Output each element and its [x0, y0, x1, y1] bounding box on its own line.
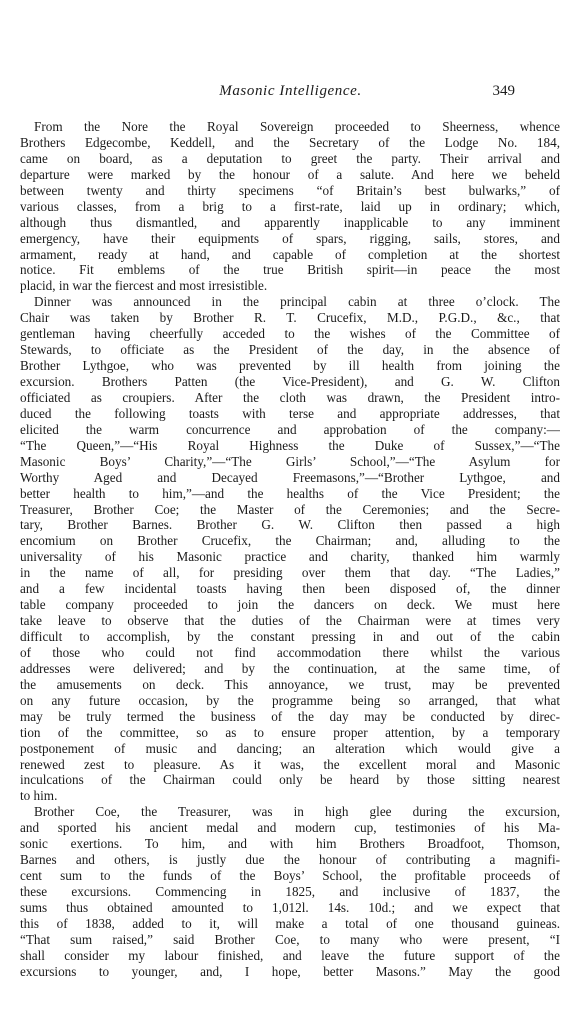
text-line: Brother Lythgoe, who was prevented by ill health from joining the — [20, 358, 560, 374]
running-title: Masonic Intelligence. — [219, 83, 362, 99]
text-line: duced the following toasts with terse and appropriate addresses, that — [20, 405, 560, 421]
text-line: departure were marked by the honour of a salute. And here we beheld — [20, 166, 560, 182]
text-line: gentleman having cheerfully acceded to the wishes of the Committee of — [20, 326, 560, 342]
text-line: officiated as croupiers. After the cloth was drawn, the President intro- — [20, 389, 560, 405]
text-line: this of 1838, added to it, will make a total of one thousand guineas. — [20, 915, 560, 931]
text-line: may be truly termed the business of the day may be conducted by direc- — [20, 708, 560, 724]
text-line: better health to him,”—and the healths of the Vice President; the — [20, 485, 560, 501]
text-line: notice. Fit emblems of the true British spirit—in peace the most — [20, 262, 560, 278]
text-line: renewed zest to pleasure. As it was, the excellent moral and Masonic — [20, 756, 560, 772]
text-line: Brothers Edgecombe, Keddell, and the Secretary of the Lodge No. 184, — [20, 134, 560, 150]
text-line: Dinner was announced in the principal cabin at three o’clock. The — [34, 294, 560, 310]
text-line: came on board, as a deputation to greet the party. Their arrival and — [20, 150, 560, 166]
text-line: universality of his Masonic practice and charity, thanked him warmly — [20, 549, 560, 565]
text-line: placid, in war the fiercest and most irresistible. — [20, 278, 268, 294]
text-line: cent sum to the funds of the Boys’ School, the profitable proceeds of — [20, 868, 560, 884]
text-line: to him. — [20, 788, 58, 804]
text-line: Stewards, to officiate as the President of the day, in the absence of — [20, 342, 560, 358]
text-line: Chair was taken by Brother R. T. Crucefix, M.D., P.G.D., &c., that — [20, 310, 560, 326]
text-line: Masonic Boys’ Charity,”—“The Girls’ School,”—“The Asylum for — [20, 453, 560, 469]
text-line: excursion. Brothers Patten (the Vice-President), and G. W. Clifton — [20, 374, 560, 389]
text-line: encomium on Brother Crucefix, the Chairman; and, alluding to the — [20, 533, 560, 549]
text-line: difficult to accomplish, by the constant pressing in and out of the cabin — [20, 629, 560, 644]
body-text — [20, 119, 560, 980]
text-line: shall consider my labour finished, and leave the future support of the — [20, 947, 560, 963]
text-line: Treasurer, Brother Coe; the Master of the Ceremonies; and the Secre- — [20, 501, 560, 517]
text-line: although thus dismantled, and apparently inapplicable to any imminent — [20, 214, 560, 230]
text-line: “The Queen,”—“His Royal Highness the Duke of Sussex,”—“The — [20, 437, 560, 453]
text-line: sums thus obtained amounted to 1,012l. 14s. 10d.; and we expect that — [20, 899, 560, 915]
text-line: the amusements on deck. This annoyance, we trust, may be prevented — [20, 676, 560, 692]
text-line: Brother Coe, the Treasurer, was in high glee during the excursion, — [34, 804, 560, 820]
text-line: on any future occasion, by the programme being so arranged, that what — [20, 692, 560, 708]
text-line: and sported his ancient medal and modern cup, testimonies of his Ma- — [20, 820, 560, 836]
text-line: in the name of all, for presiding over them that day. “The Ladies,” — [20, 565, 560, 581]
text-line: elicited the warm concurrence and approbation of the company:— — [20, 421, 560, 437]
text-line: these excursions. Commencing in 1825, and inclusive of 1837, the — [20, 884, 560, 899]
text-line: Barnes and others, is justly due the honour of contributing a magnifi- — [20, 852, 560, 868]
text-line: tion of the committee, so as to ensure proper attention, by a temporary — [20, 724, 560, 740]
text-line: table company proceeded to join the dancers on deck. We must here — [20, 597, 560, 613]
text-line: addresses were delivered; and by the continuation, at the same time, of — [20, 660, 560, 676]
running-head — [0, 83, 581, 103]
text-line: various classes, from a brig to a first-rate, laid up in ordinary; which, — [20, 198, 560, 214]
text-line: From the Nore the Royal Sovereign proceeded to Sheerness, whence — [34, 119, 560, 134]
text-line: inculcations of the Chairman could only be heard by those sitting nearest — [20, 772, 560, 788]
text-line: emergency, have their equipments of spars, rigging, sails, stores, and — [20, 230, 560, 246]
text-line: between twenty and thirty specimens “of Britain’s best bulwarks,” of — [20, 182, 560, 198]
text-line: Worthy Aged and Decayed Freemasons,”—“Brother Lythgoe, and — [20, 469, 560, 485]
text-line: of those who could not find accommodation there whilst the various — [20, 644, 560, 660]
text-line: “That sum raised,” said Brother Coe, to many who were present, “I — [20, 931, 560, 947]
text-line: excursions to younger, and, I hope, better Masons.” May the good — [20, 963, 560, 979]
text-line: sonic exertions. To him, and with him Brothers Broadfoot, Thomson, — [20, 836, 560, 852]
text-line: and a few incidental toasts having then been disposed of, the dinner — [20, 581, 560, 597]
text-line: armament, ready at hand, and capable of completion at the shortest — [20, 246, 560, 262]
text-line: take leave to observe that the duties of the Chairman were at times very — [20, 613, 560, 629]
page-number: 349 — [492, 83, 515, 99]
text-line: tary, Brother Barnes. Brother G. W. Clifton then passed a high — [20, 517, 560, 533]
text-line: postponement of music and dancing; an alteration which would give a — [20, 740, 560, 756]
